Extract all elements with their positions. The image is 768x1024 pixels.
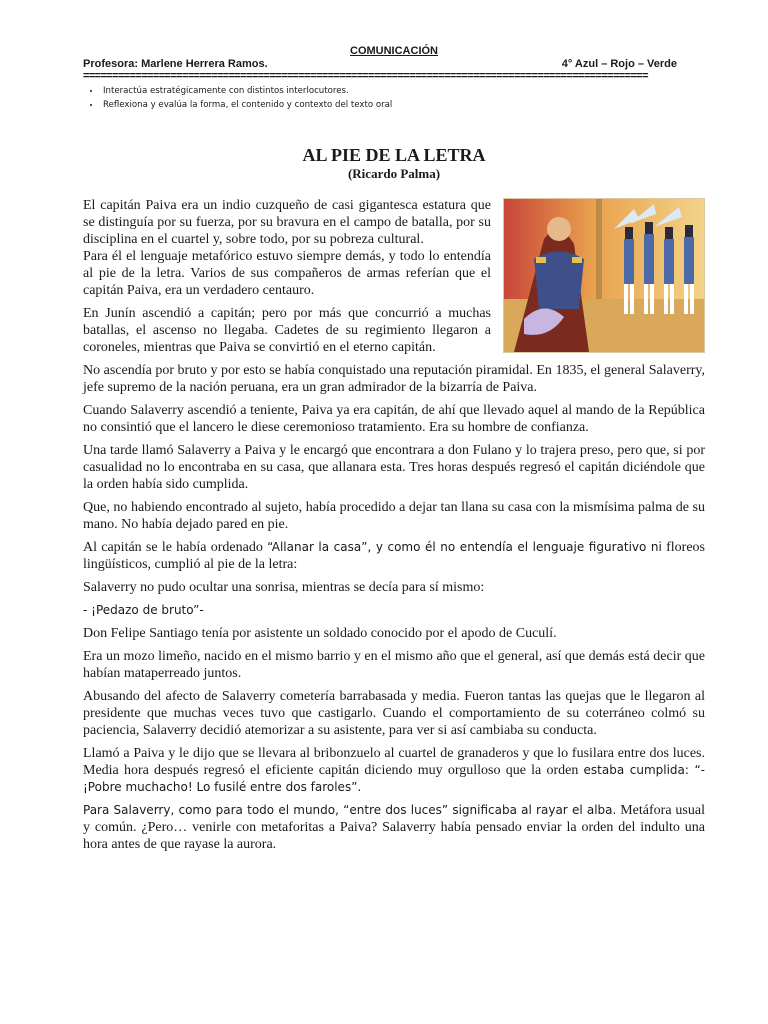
text-run: “Allanar la casa”, y como él no entendía el lenguaje figurativo ni xyxy=(267,540,662,554)
paragraph: El capitán Paiva era un indio cuzqueño de casi gigantesca estatura que se distinguía por su fuerza, por su bravura en el campo de batalla, por su disciplina en el cuartel y, sobre todo, por su pobreza cultural. xyxy=(83,198,491,247)
objective-item: • Interactúa estratégicamente con distintos interlocutores. xyxy=(101,84,705,98)
story-body xyxy=(83,197,705,853)
text-run: Metáfora usual y común. ¿Pero… venirle con metaforitas a Paiva? Salaverry había pensado enviar la orden del indulto una hora antes de que rayase la aurora. xyxy=(83,803,705,852)
paragraph: Abusando del afecto de Salaverry cometería barrabasada y media. Fueron tantas las quejas que le llegaron al presidente que muchas veces tuvo que castigarlo. Cuando el comportamiento de su coterráneo colmó su paciencia, Salaverry decidió atemorizar a su asistente, para ver si así cambiaba su conducta. xyxy=(83,689,705,738)
story-illustration xyxy=(503,198,705,353)
text-run: floreos lingüísticos, cumplió al pie de la letra: xyxy=(83,540,705,572)
story-author: (Ricardo Palma) xyxy=(347,166,441,181)
paragraph: Salaverry no pudo ocultar una sonrisa, mientras se decía para sí mismo: xyxy=(83,580,485,595)
header-row xyxy=(83,58,705,71)
paragraph xyxy=(83,539,705,573)
paragraph: Una tarde llamó Salaverry a Paiva y le encargó que encontrara a don Fulano y lo trajera preso, pero que, si por casualidad no lo encontraba en su casa, que allanara esta. Tres horas después regresó el capitán diciéndole que la orden había sido cumplida. xyxy=(83,443,705,492)
paragraph: No ascendía por bruto y por esto se había conquistado una reputación piramidal. En 1835, el general Salaverry, jefe supremo de la nación peruana, era un gran admirador de la bizarría de Paiva. xyxy=(83,363,705,395)
paragraph: - ¡Pedazo de bruto”- xyxy=(83,603,204,617)
paragraph: En Junín ascendió a capitán; pero por más que concurrió a muchas batallas, el ascenso no llegaba. Cadetes de su regimiento llegaron a coroneles, mientras que Paiva se convirtió en el eterno capitán. xyxy=(83,306,491,355)
objectives-list xyxy=(83,84,705,112)
worksheet-page xyxy=(83,44,705,859)
teacher-name: Profesora: Marlene Herrera Ramos. xyxy=(83,58,268,70)
text-run: Llamó a Paiva y le dijo que se llevara al bribonzuelo al cuartel de granaderos y que lo fusilara entre dos luces. Media hora después regresó el eficiente capitán diciendo muy orgulloso que la orden xyxy=(83,746,705,778)
text-run: Al capitán se le había ordenado xyxy=(83,540,268,555)
paragraph: Cuando Salaverry ascendió a teniente, Paiva ya era capitán, de ahí que llevado aquel al mando de la República no consintió que el lancero le diese ceremonioso tratamiento. Era su hombre de confianza. xyxy=(83,403,705,435)
paragraph: Don Felipe Santiago tenía por asistente un soldado conocido por el apodo de Cuculí. xyxy=(83,626,557,641)
header-divider: ================================================================================================= xyxy=(83,71,648,82)
text-run: estaba cumplida: “- ¡Pobre muchacho! Lo fusilé entre dos faroles”. xyxy=(83,763,705,794)
text-run: Para Salaverry, como para todo el mundo, “entre dos luces” significaba al rayar el alba. xyxy=(83,803,617,817)
paragraph: Que, no habiendo encontrado al sujeto, había procedido a dejar tan llana su casa con la mismísima palma de su mano. No había dejado pared en pie. xyxy=(83,500,705,532)
paragraph: Para él el lenguaje metafórico estuvo siempre demás, y todo lo entendía al pie de la letra. Varios de sus compañeros de armas referían que el capitán Paiva, era un verdadero centauro. xyxy=(83,249,491,298)
objective-item: • Reflexiona y evalúa la forma, el contenido y contexto del texto oral xyxy=(101,98,705,112)
subject-heading: COMUNICACIÓN xyxy=(350,45,438,57)
paragraph xyxy=(83,802,705,853)
paragraph xyxy=(83,745,705,796)
paragraph: Era un mozo limeño, nacido en el mismo barrio y en el mismo año que el general, así que demás está decir que habían mataperreado juntos. xyxy=(83,649,705,681)
grade-sections: 4° Azul – Rojo – Verde xyxy=(561,58,677,70)
story-title: AL PIE DE LA LETRA xyxy=(302,145,486,165)
